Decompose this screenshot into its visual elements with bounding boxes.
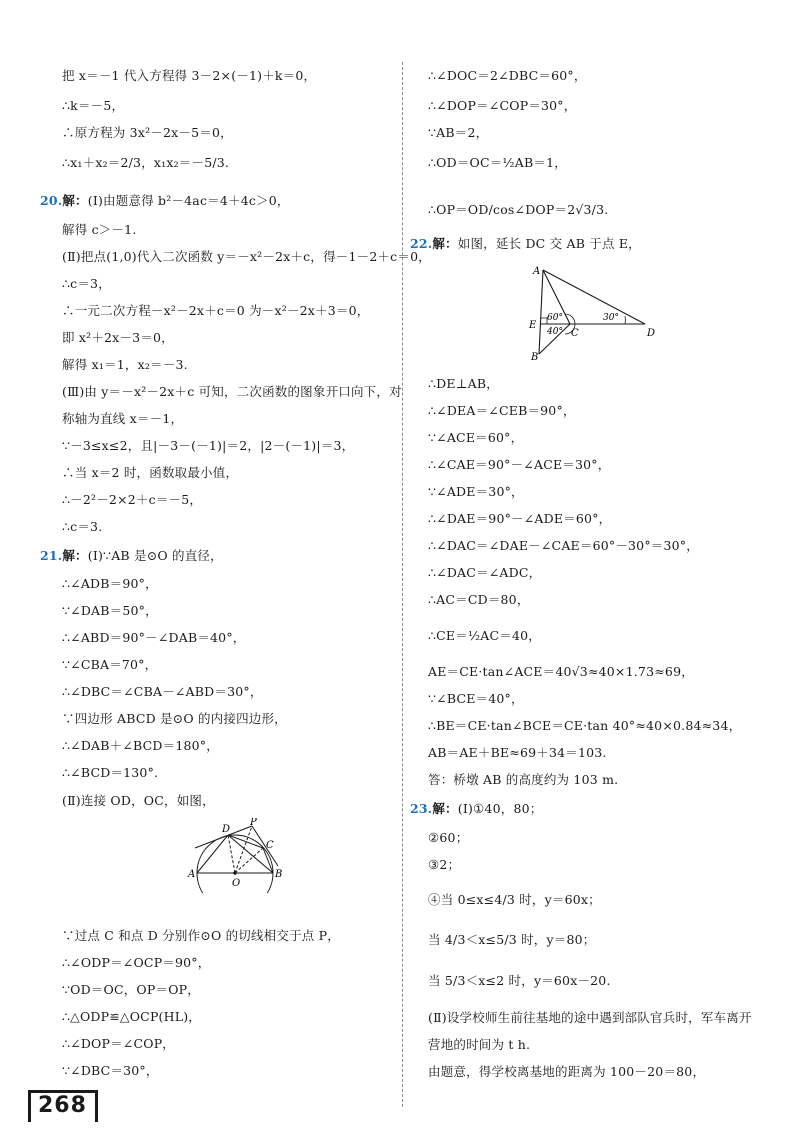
text-line: ∴k＝－5， <box>62 98 125 113</box>
text-line: ∴∠DAB＋∠BCD＝180°， <box>62 738 219 753</box>
text-line: 答：桥墩 AB 的高度约为 103 m. <box>428 772 619 787</box>
text-line: ∵∠DBC＝30°， <box>62 1063 159 1078</box>
center-point <box>233 871 237 875</box>
label-c: C <box>571 328 579 339</box>
text-line: ∴c＝3. <box>62 519 103 534</box>
text-line: 当 4/3＜x≤5/3 时，y＝80； <box>428 932 596 947</box>
text-line: ∴CE＝½AC＝40， <box>428 628 541 643</box>
text-line: ∵∠BCE＝40°， <box>428 691 524 706</box>
text-line: (Ⅰ)∵AB 是⊙O 的直径， <box>87 548 223 563</box>
text-line: ∴BE＝CE·tan∠BCE＝CE·tan 40°≈40×0.84≈34， <box>428 718 742 733</box>
text-line: ∴AC＝CD＝80， <box>428 592 530 607</box>
text-line: ∴DE⊥AB， <box>428 376 499 391</box>
label-b: B <box>275 869 283 880</box>
angle-label-bce: 40° <box>547 327 563 337</box>
label-b: B <box>531 352 539 362</box>
text-line: AE＝CE·tan∠ACE＝40√3≈40×1.73≈69， <box>428 664 694 679</box>
text-line: ∵OD＝OC，OP＝OP， <box>62 982 200 997</box>
text-line: ∴∠ABD＝90°－∠DAB＝40°， <box>62 630 246 645</box>
text-line: 把 x＝－1 代入方程得 3－2×(－1)＋k＝0， <box>62 68 317 83</box>
column-divider <box>402 62 403 1107</box>
text-line: ∴∠BCD＝130°. <box>62 765 159 780</box>
text-line: 称轴为直线 x＝－1， <box>62 411 184 426</box>
problem-23-header <box>410 801 542 817</box>
text-line: ∴∠DAC＝∠DAE－∠CAE＝60°－30°＝30°， <box>428 538 699 553</box>
text-line: (Ⅲ)由 y＝－x²－2x＋c 可知，二次函数的图象开口向下，对 <box>62 384 402 399</box>
text-line: 当 5/3＜x≤2 时，y＝60x－20. <box>428 973 611 988</box>
text-line: ∴∠DAE＝90°－∠ADE＝60°， <box>428 511 612 526</box>
solution-label: 解： <box>62 193 88 208</box>
label-c: C <box>266 840 274 851</box>
text-line: ∴∠DEA＝∠CEB＝90°， <box>428 403 576 418</box>
problem-number: 21. <box>40 548 63 563</box>
circle-figure <box>180 818 290 893</box>
tangent-cp <box>252 826 278 866</box>
text-line: ∴OD＝OC＝½AB＝1， <box>428 155 567 170</box>
text-line: ∴∠DAC＝∠ADC， <box>428 565 542 580</box>
text-line: ∵∠ADE＝30°， <box>428 484 524 499</box>
problem-number: 22. <box>410 236 433 251</box>
text-line: ∴原方程为 3x²－2x－5＝0， <box>62 125 233 140</box>
text-line: 解得 c＞－1. <box>62 222 137 237</box>
radius-od <box>228 835 235 873</box>
text-line: ∴△ODP≌△OCP(HL)， <box>62 1009 202 1024</box>
label-p: P <box>250 818 257 828</box>
label-e: E <box>529 320 537 331</box>
label-a: A <box>188 869 196 880</box>
text-line: 即 x²＋2x－3＝0， <box>62 330 174 345</box>
text-line: ∴∠DBC＝∠CBA－∠ABD＝30°， <box>62 684 263 699</box>
text-line: (Ⅰ)由题意得 b²－4ac＝4＋4c＞0， <box>87 193 290 208</box>
text-line: ∴当 x＝2 时，函数取最小值， <box>62 465 239 480</box>
angle-label-adc: 30° <box>603 313 619 323</box>
text-line: ∵∠DAB＝50°， <box>62 603 158 618</box>
problem-20-header <box>40 193 290 209</box>
text-line: ∵∠ACE＝60°， <box>428 430 524 445</box>
label-o: O <box>232 878 241 889</box>
text-line: ∵AB＝2， <box>428 125 489 140</box>
solution-label: 解： <box>62 548 88 563</box>
text-line: ∴c＝3， <box>62 276 111 291</box>
text-line: (Ⅱ)把点(1,0)代入二次函数 y＝－x²－2x＋c，得－1－2＋c＝0， <box>62 249 431 264</box>
text-line: ∴∠CAE＝90°－∠ACE＝30°， <box>428 457 611 472</box>
text-line: ∴∠DOP＝∠COP＝30°， <box>428 98 577 113</box>
label-d: D <box>647 328 656 339</box>
text-line: ∴∠ODP＝∠OCP＝90°， <box>62 955 211 970</box>
label-d: D <box>222 824 231 835</box>
text-line: ④当 0≤x≤4/3 时，y＝60x； <box>428 892 601 907</box>
text-line: ∴x₁＋x₂＝2/3，x₁x₂＝－5/3. <box>62 155 230 170</box>
text-line: ∵过点 C 和点 D 分别作⊙O 的切线相交于点 P， <box>62 928 340 943</box>
text-line: 营地的时间为 t h. <box>428 1037 531 1052</box>
text-line: ∴－2²－2×2＋c＝－5， <box>62 492 203 507</box>
problem-number: 20. <box>40 193 63 208</box>
text-line: 如图，延长 DC 交 AB 于点 E， <box>457 236 641 251</box>
text-line: (Ⅱ)连接 OD，OC，如图， <box>62 793 215 808</box>
text-line: ∵∠CBA＝70°， <box>62 657 158 672</box>
text-line: (Ⅰ)①40，80； <box>457 801 543 816</box>
text-line: ∴∠DOC＝2∠DBC＝60°， <box>428 68 587 83</box>
triangle-figure <box>525 262 665 362</box>
text-line: ∴一元二次方程－x²－2x＋c＝0 为－x²－2x＋3＝0， <box>62 303 370 318</box>
text-line: AB＝AE＋BE≈69＋34＝103. <box>428 745 607 760</box>
page-number: 268 <box>38 1093 87 1118</box>
segment-ab <box>539 270 543 354</box>
problem-22-header <box>410 236 641 252</box>
text-line: 由题意，得学校离基地的距离为 100－20＝80， <box>428 1064 706 1079</box>
solution-label: 解： <box>432 801 458 816</box>
text-line: ∵－3≤x≤2，且|－3－(－1)|＝2，|2－(－1)|＝3， <box>62 438 355 453</box>
problem-number: 23. <box>410 801 433 816</box>
text-line: ③2； <box>428 857 461 872</box>
solution-label: 解： <box>432 236 458 251</box>
text-line: 解得 x₁＝1，x₂＝－3. <box>62 357 188 372</box>
text-line: (Ⅱ)设学校师生前往基地的途中遇到部队官兵时，军车离开 <box>428 1010 752 1025</box>
problem-21-header <box>40 548 223 564</box>
text-line: ∴OP＝OD/cos∠DOP＝2√3/3. <box>428 202 609 217</box>
label-a: A <box>533 266 541 277</box>
text-line: ∴∠ADB＝90°， <box>62 576 158 591</box>
angle-label-ace: 60° <box>547 313 563 323</box>
text-line: ∴∠DOP＝∠COP， <box>62 1036 176 1051</box>
text-line: ②60； <box>428 830 469 845</box>
text-line: ∵四边形 ABCD 是⊙O 的内接四边形， <box>62 711 287 726</box>
